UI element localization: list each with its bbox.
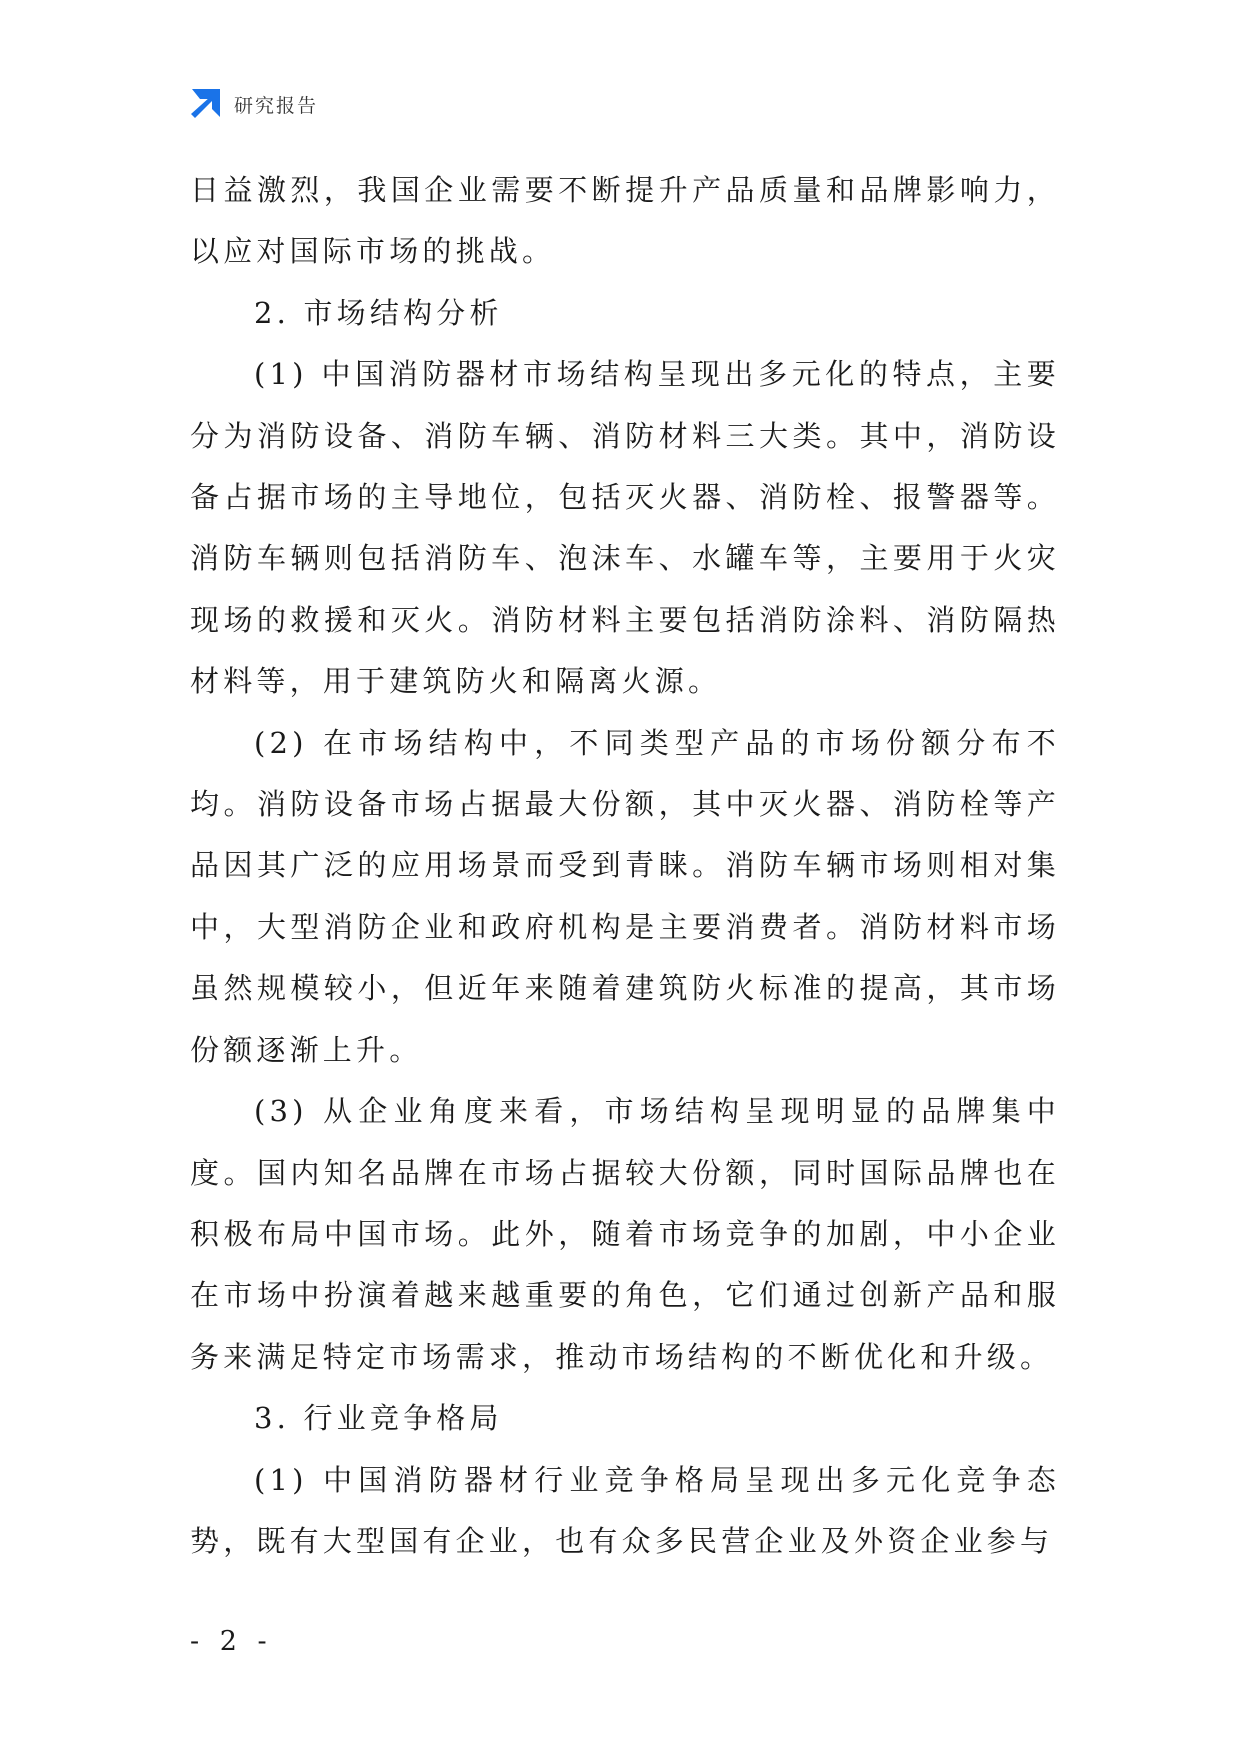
paragraph-continuation: 日益激烈，我国企业需要不断提升产品质量和品牌影响力，以应对国际市场的挑战。 xyxy=(190,173,1060,269)
section-heading-competition: 3. 行业竞争格局 xyxy=(254,1401,503,1436)
paragraph-competition-1: (1) 中国消防器材行业竞争格局呈现出多元化竞争态势，既有大型国有企业，也有众多民营企业及外资企业参与 xyxy=(190,1462,1060,1558)
arrow-up-right-icon xyxy=(188,87,222,121)
page-number: - 2 - xyxy=(190,1626,273,1657)
paragraph-structure-3: (3) 从企业角度来看，市场结构呈现明显的品牌集中度。国内知名品牌在市场占据较大份额，同时国际品牌也在积极布局中国市场。此外，随着市场竞争的加剧，中小企业在市场中扮演着越来越重要的角色，它们通过创新产品和服务来满足特定市场需求，推动市场结构的不断优化和升级。 xyxy=(190,1094,1060,1374)
document-body xyxy=(190,160,1060,1572)
header-title: 研究报告 xyxy=(234,94,319,117)
section-heading-market-structure: 2. 市场结构分析 xyxy=(254,295,503,330)
paragraph-structure-1: (1) 中国消防器材市场结构呈现出多元化的特点，主要分为消防设备、消防车辆、消防材料三大类。其中，消防设备占据市场的主导地位，包括灭火器、消防栓、报警器等。消防车辆则包括消防车、泡沫车、水罐车等，主要用于火灾现场的救援和灭火。消防材料主要包括消防涂料、消防隔热材料等，用于建筑防火和隔离火源。 xyxy=(190,357,1060,699)
paragraph-structure-2: (2) 在市场结构中，不同类型产品的市场份额分布不均。消防设备市场占据最大份额，其中灭火器、消防栓等产品因其广泛的应用场景而受到青睐。消防车辆市场则相对集中，大型消防企业和政府机构是主要消费者。消防材料市场虽然规模较小，但近年来随着建筑防火标准的提高，其市场份额逐渐上升。 xyxy=(190,725,1060,1067)
page-header xyxy=(188,86,318,122)
